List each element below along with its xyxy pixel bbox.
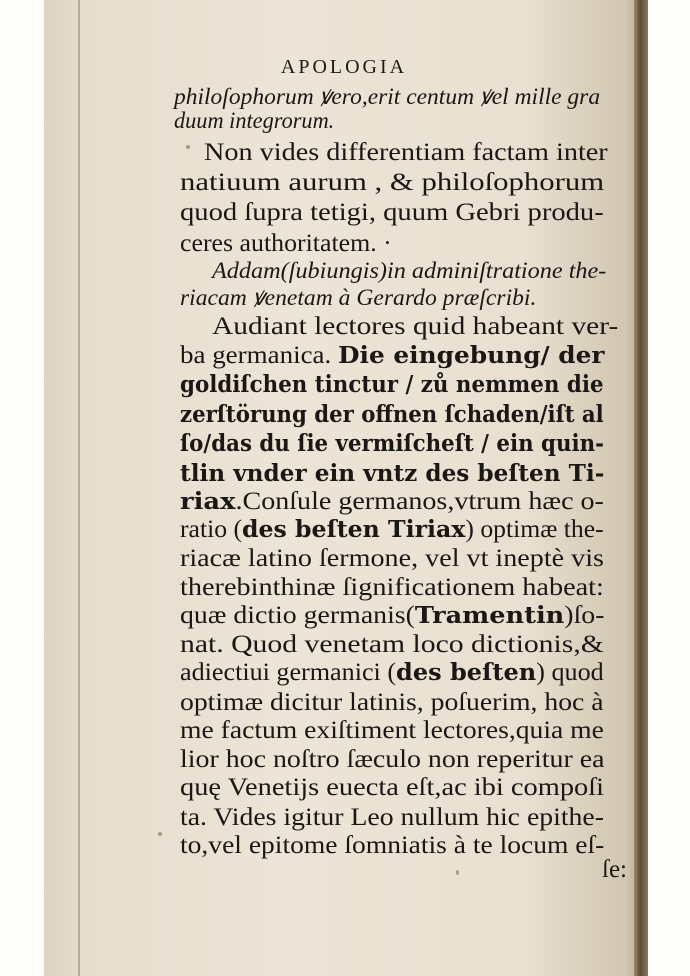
text-line: [180, 805, 604, 830]
text-line: [180, 200, 604, 225]
text-line: [180, 431, 604, 456]
italic-span: philoſophorum ꝟero,erit centum ꝟel mille gra: [174, 84, 601, 109]
page-leaf: [44, 0, 644, 976]
roman-span: riacæ latino ſermone, vel vt ineptè vis: [180, 545, 604, 572]
text-line: [180, 718, 604, 743]
roman-span: me factum exiſtiment lectores,quia me: [180, 717, 604, 744]
ink-spot: [456, 870, 459, 875]
text-line: [180, 489, 604, 514]
roman-span: lior hoc noſtro ſæculo non reperitur ea: [180, 746, 605, 773]
roman-span: quę Venetijs euecta eſt,ac ibi compoſi: [180, 774, 605, 801]
roman-span: optimæ dicitur latinis, poſuerim, hoc à: [180, 689, 604, 716]
text-line: [180, 461, 604, 486]
roman-span: therebinthinæ ſignificationem habeat:: [180, 574, 604, 601]
roman-span: natiuum aurum , & philoſophorum: [180, 169, 605, 196]
text-line: [180, 632, 604, 657]
italic-span: riacam ꝟenetam à Gerardo præſcribi.: [180, 285, 537, 310]
text-line: [174, 84, 600, 109]
roman-span: nat. Quod venetam loco dictionis,&: [180, 631, 604, 658]
roman-span: .Conſule germanos,vtrum hæc o-: [235, 488, 604, 515]
blackletter-span: Tramentin: [414, 602, 565, 629]
blackletter-span: tlin vnder ein vntz des beſten Ti-: [180, 460, 605, 487]
text-line: [180, 372, 604, 397]
blackletter-span: des beſten: [396, 659, 537, 686]
italic-span: Addam(ſubiungis)in adminiſtratione the-: [212, 258, 607, 283]
catchword: ſe:: [602, 856, 627, 883]
blackletter-span: Die eingebung/ der: [338, 342, 605, 369]
roman-span: to,vel epitome ſomniatis à te locum eſ-: [180, 832, 605, 859]
text-line: [180, 775, 604, 800]
text-line: [180, 517, 604, 542]
text-line: [180, 690, 604, 715]
roman-span: adiectiui germanici (: [180, 659, 397, 686]
roman-span: ) quod: [536, 659, 604, 686]
blackletter-span: riax: [180, 488, 236, 515]
text-line: [180, 546, 604, 571]
ink-spot: [158, 832, 162, 836]
text-line: [180, 575, 604, 600]
text-line: [180, 660, 604, 685]
text-line: [212, 314, 618, 339]
blackletter-span: goldiſchen tinctur / zů nemmen die: [180, 371, 604, 398]
text-line: [180, 833, 604, 858]
roman-span: Non vides differentiam factam inter: [204, 139, 608, 166]
blackletter-span: zerſtörung der offnen ſchaden/iſt al: [180, 401, 604, 428]
roman-span: quod ſupra tetigi, quum Gebri produ-: [180, 199, 604, 226]
roman-span: ) optimæ the-: [465, 516, 604, 543]
roman-span: )ſo-: [564, 602, 605, 629]
text-line: [180, 343, 604, 368]
ink-spot: [186, 145, 190, 149]
roman-span: ratio (: [180, 516, 242, 543]
left-margin-rule: [78, 0, 80, 976]
text-line: [212, 258, 606, 283]
text-line: [180, 231, 392, 256]
text-line: [180, 747, 605, 772]
running-head: APOLOGIA: [280, 56, 408, 78]
italic-span: duum integrorum.: [174, 108, 335, 133]
text-line: [180, 285, 536, 310]
text-line: [180, 170, 604, 195]
text-line: [180, 603, 604, 628]
blackletter-span: ſo/das du ſie vermiſcheſt / ein quin-: [180, 430, 604, 457]
text-line: [204, 140, 608, 165]
roman-span: Audiant lectores quid habeant ver-: [212, 313, 619, 340]
blackletter-span: des beſten Tiriax: [241, 516, 466, 543]
roman-span: quæ dictio germanis(: [180, 602, 415, 629]
roman-span: ba germanica.: [180, 342, 339, 369]
text-line: [174, 108, 334, 133]
roman-span: ta. Vides igitur Leo nullum hic epithe-: [180, 804, 604, 831]
roman-span: ceres authoritatem. ·: [180, 230, 392, 257]
book-gutter: [634, 0, 648, 976]
text-line: [180, 402, 604, 427]
